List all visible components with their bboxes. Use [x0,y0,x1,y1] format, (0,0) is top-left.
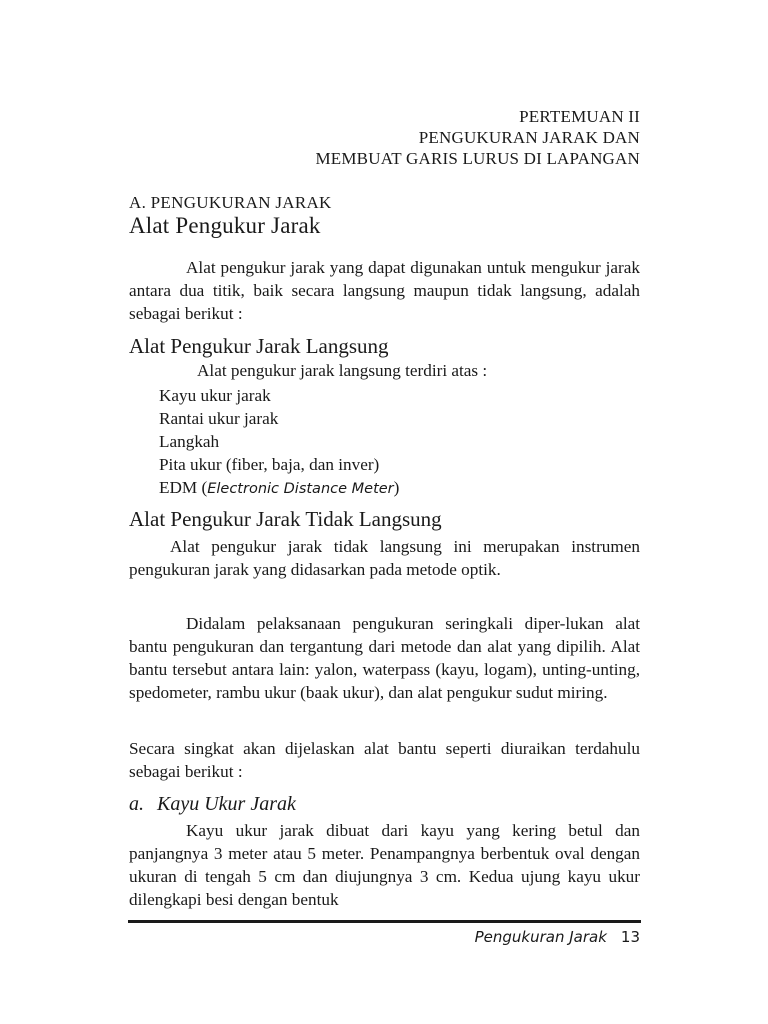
subsection-letter: a. [129,793,144,815]
chapter-header [315,106,640,169]
list-item: Rantai ukur jarak [159,409,279,428]
list-item: Kayu ukur jarak [159,386,271,405]
langsung-lead-text: Alat pengukur jarak langsung terdiri atas : [197,361,488,380]
edm-full-name: Electronic Distance Meter [207,481,394,497]
page-footer [475,928,640,946]
subsection-kayu-ukur-title: Kayu Ukur Jarak [157,793,296,815]
page-number: 13 [620,928,640,946]
tidak-langsung-paragraph: Alat pengukur jarak tidak langsung ini merupakan instrumen pengukuran jarak yang didasarkan pada metode optik. [129,537,640,579]
list-item: Pita ukur (fiber, baja, dan inver) [159,455,380,474]
subsection-title-langsung: Alat Pengukur Jarak Langsung [129,334,389,358]
footer-title: Pengukuran Jarak [474,928,607,946]
section-title: Alat Pengukur Jarak [129,213,321,238]
section-heading: A. PENGUKURAN JARAK [129,193,332,212]
chapter-title-line-2: MEMBUAT GARIS LURUS DI LAPANGAN [315,149,640,168]
langsung-list [159,384,399,501]
penjelasan-paragraph: Secara singkat akan dijelaskan alat bantu seperti diuraikan terdahulu sebagai berikut : [129,739,640,781]
intro-paragraph: Alat pengukur jarak yang dapat digunakan untuk mengukur jarak antara dua titik, baik secara langsung maupun tidak langsung, adalah sebagai berikut : [129,258,640,323]
edm-prefix: EDM ( [159,478,208,497]
chapter-number: PERTEMUAN II [519,107,640,126]
subsection-title-tidak-langsung: Alat Pengukur Jarak Tidak Langsung [129,507,442,531]
list-item-edm [159,476,399,501]
edm-suffix: ) [393,478,400,497]
alat-bantu-paragraph: Didalam pelaksanaan pengukuran seringkali diper-lukan alat bantu pengukuran dan tergantung dari metode dan alat yang dipilih. Alat bantu tersebut antara lain: yalon, waterpass (kayu, logam), unting-unting, spedometer, rambu ukur (baak ukur), dan alat pengukur sudut miring. [129,614,640,702]
list-item: Langkah [159,432,220,451]
footer-rule [128,920,641,923]
chapter-title-line-1: PENGUKURAN JARAK DAN [418,128,640,147]
subsection-kayu-ukur [129,793,296,816]
kayu-ukur-paragraph: Kayu ukur jarak dibuat dari kayu yang kering betul dan panjangnya 3 meter atau 5 meter. Penampangnya berbentuk oval dengan ukuran di tengah 5 cm dan diujungnya 3 cm. Kedua ujung kayu ukur dilengkapi besi dengan bentuk [129,821,640,909]
